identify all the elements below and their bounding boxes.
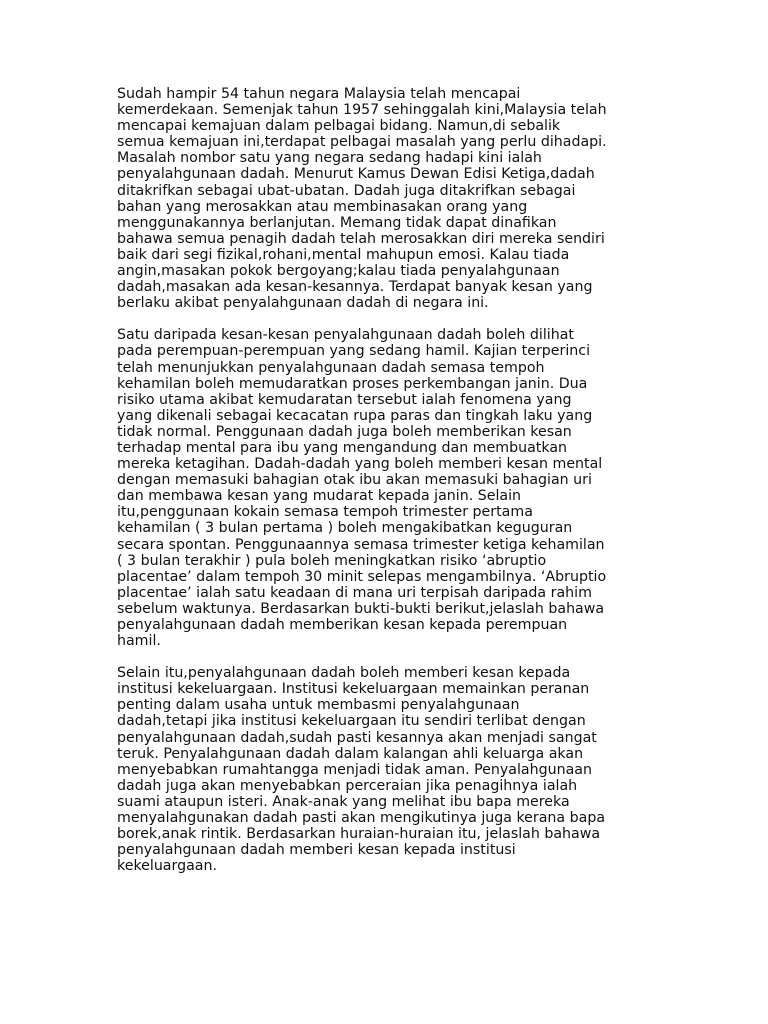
text-line: sebelum waktunya. Berdasarkan bukti-bukti berikut,jelaslah bahawa bbox=[117, 600, 605, 617]
text-line: ( 3 bulan terakhir ) pula boleh meningkatkan risiko ‘abruptio bbox=[117, 552, 547, 569]
text-line: menggunakannya berlanjutan. Memang tidak dapat dinafikan bbox=[117, 214, 557, 231]
text-line: suami ataupun isteri. Anak-anak yang melihat ibu bapa mereka bbox=[117, 793, 570, 810]
text-line: ditakrifkan sebagai ubat-ubatan. Dadah juga ditakrifkan sebagai bbox=[117, 182, 576, 199]
text-line: kemerdekaan. Semenjak tahun 1957 sehinggalah kini,Malaysia telah bbox=[117, 102, 607, 119]
text-line: mencapai kemajuan dalam pelbagai bidang. Namun,di sebalik bbox=[117, 118, 561, 135]
text-line: Selain itu,penyalahgunaan dadah boleh memberi kesan kepada bbox=[117, 665, 571, 682]
text-line: telah menunjukkan penyalahgunaan dadah semasa tempoh bbox=[117, 359, 545, 376]
text-line: semua kemajuan ini,terdapat pelbagai masalah yang perlu dihadapi. bbox=[117, 134, 607, 151]
text-line: Masalah nombor satu yang negara sedang hadapi kini ialah bbox=[117, 150, 542, 167]
text-line: teruk. Penyalahgunaan dadah dalam kalangan ahli keluarga akan bbox=[117, 745, 584, 762]
paragraph-gap bbox=[117, 649, 657, 665]
text-line: Sudah hampir 54 tahun negara Malaysia telah mencapai bbox=[117, 86, 521, 102]
paragraph-1 bbox=[117, 86, 657, 311]
text-line: penyalahgunaan dadah. Menurut Kamus Dewan Edisi Ketiga,dadah bbox=[117, 166, 595, 183]
text-line: yang dikenali sebagai kecacatan rupa paras dan tingkah laku yang bbox=[117, 407, 593, 424]
text-line: Satu daripada kesan-kesan penyalahgunaan dadah boleh dilihat bbox=[117, 327, 574, 344]
paragraph-3 bbox=[117, 665, 657, 874]
text-line: institusi kekeluargaan. Institusi kekeluargaan memainkan peranan bbox=[117, 681, 590, 698]
text-line: kehamilan boleh memudaratkan proses perkembangan janin. Dua bbox=[117, 375, 588, 392]
text-line: kekeluargaan. bbox=[117, 858, 217, 875]
text-line: penyalahgunaan dadah memberikan kesan kepada perempuan bbox=[117, 617, 568, 633]
text-line: berlaku akibat penyalahgunaan dadah di negara ini. bbox=[117, 295, 489, 312]
text-line: mereka ketagihan. Dadah-dadah yang boleh memberi kesan mental bbox=[117, 456, 603, 473]
text-line: borek,anak rintik. Berdasarkan huraian-huraian itu, jelaslah bahawa bbox=[117, 826, 601, 843]
text-line: baik dari segi fizikal,rohani,mental mahupun emosi. Kalau tiada bbox=[117, 246, 570, 263]
text-line: tidak normal. Penggunaan dadah juga boleh memberikan kesan bbox=[117, 423, 572, 440]
text-line: kehamilan ( 3 bulan pertama ) boleh mengakibatkan keguguran bbox=[117, 520, 573, 537]
paragraph-gap bbox=[117, 311, 657, 327]
text-line: penting dalam usaha untuk membasmi penyalahgunaan bbox=[117, 697, 520, 714]
text-line: penyalahgunaan dadah memberi kesan kepada institusi bbox=[117, 842, 516, 859]
text-line: placentae’ ialah satu keadaan di mana uri terpisah daripada rahim bbox=[117, 584, 592, 601]
document-page bbox=[117, 86, 657, 874]
text-line: risiko utama akibat kemudaratan tersebut ialah fenomena yang bbox=[117, 391, 572, 408]
text-line: itu,penggunaan kokain semasa tempoh trimester pertama bbox=[117, 504, 533, 521]
text-line: dadah,masakan ada kesan-kesannya. Terdapat banyak kesan yang bbox=[117, 279, 593, 296]
text-line: dadah juga akan menyebabkan perceraian jika penagihnya ialah bbox=[117, 777, 578, 794]
text-line: placentae’ dalam tempoh 30 minit selepas mengambilnya. ‘Abruptio bbox=[117, 568, 607, 585]
text-line: secara spontan. Penggunaannya semasa trimester ketiga kehamilan bbox=[117, 536, 605, 553]
text-line: dengan memasuki bahagian otak ibu akan memasuki bahagian uri bbox=[117, 472, 592, 489]
text-line: penyalahgunaan dadah,sudah pasti kesannya akan menjadi sangat bbox=[117, 729, 597, 746]
text-line: bahawa semua penagih dadah telah merosakkan diri mereka sendiri bbox=[117, 230, 605, 247]
text-line: menyebabkan rumahtangga menjadi tidak aman. Penyalahgunaan bbox=[117, 761, 592, 778]
text-line: bahan yang merosakkan atau membinasakan orang yang bbox=[117, 198, 528, 215]
text-line: angin,masakan pokok bergoyang;kalau tiada penyalahgunaan bbox=[117, 263, 560, 280]
text-line: menyalahgunakan dadah pasti akan mengikutinya juga kerana bapa bbox=[117, 810, 606, 827]
text-line: terhadap mental para ibu yang mengandung dan membuatkan bbox=[117, 439, 568, 456]
paragraph-2 bbox=[117, 327, 657, 649]
text-line: dadah,tetapi jika institusi kekeluargaan itu sendiri terlibat dengan bbox=[117, 713, 586, 730]
text-line: dan membawa kesan yang mudarat kepada janin. Selain bbox=[117, 488, 522, 505]
text-line: pada perempuan-perempuan yang sedang hamil. Kajian terperinci bbox=[117, 343, 591, 360]
text-line: hamil. bbox=[117, 633, 161, 650]
